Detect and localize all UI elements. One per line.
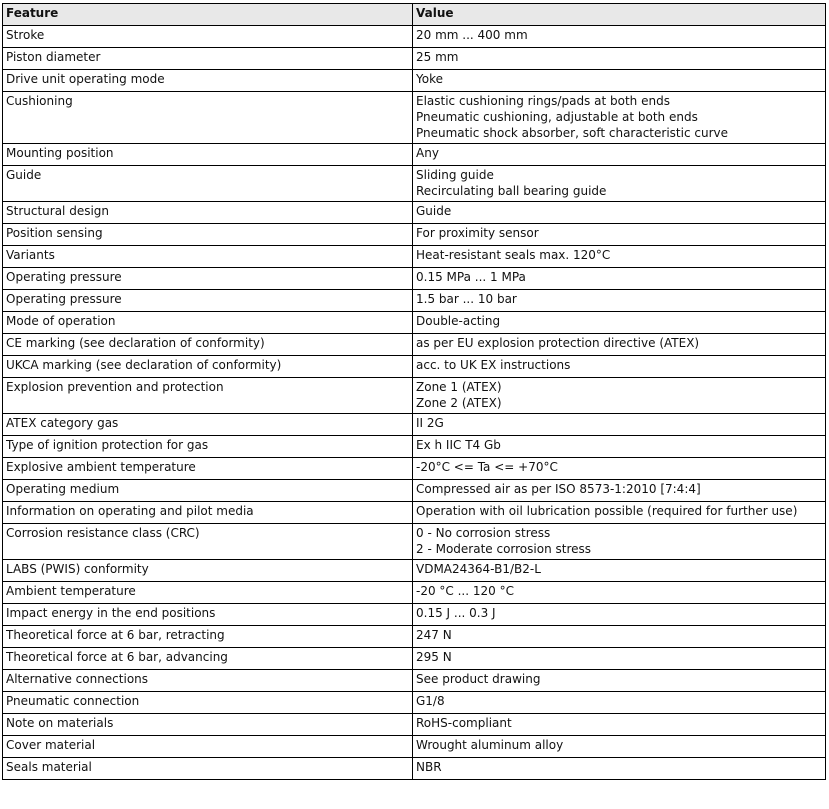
value-line: acc. to UK EX instructions [416, 358, 571, 372]
value-cell [413, 48, 826, 70]
feature-cell: Theoretical force at 6 bar, retracting [3, 626, 413, 648]
value-line: Any [416, 146, 439, 160]
table-header-row [3, 4, 826, 26]
value-line: 20 mm ... 400 mm [416, 28, 528, 42]
value-cell [413, 692, 826, 714]
header-value: Value [413, 4, 826, 26]
value-line: G1/8 [416, 694, 445, 708]
table-row [3, 334, 826, 356]
feature-cell: Position sensing [3, 224, 413, 246]
value-cell [413, 458, 826, 480]
value-line: Operation with oil lubrication possible (required for further use) [416, 504, 798, 518]
feature-cell: Piston diameter [3, 48, 413, 70]
value-line: -20°C <= Ta <= +70°C [416, 460, 558, 474]
feature-cell: Information on operating and pilot media [3, 502, 413, 524]
feature-cell: Alternative connections [3, 670, 413, 692]
table-row [3, 70, 826, 92]
table-row [3, 502, 826, 524]
feature-cell: Stroke [3, 26, 413, 48]
value-line: Double-acting [416, 314, 501, 328]
table-row [3, 26, 826, 48]
table-row [3, 312, 826, 334]
value-line: Heat-resistant seals max. 120°C [416, 248, 611, 262]
feature-cell: Note on materials [3, 714, 413, 736]
feature-cell: Cushioning [3, 92, 413, 144]
table-row [3, 224, 826, 246]
table-row [3, 670, 826, 692]
feature-cell: Mounting position [3, 144, 413, 166]
value-line: as per EU explosion protection directive (ATEX) [416, 336, 700, 350]
value-line: NBR [416, 760, 442, 774]
feature-cell: Explosive ambient temperature [3, 458, 413, 480]
value-line: Zone 2 (ATEX) [416, 396, 502, 410]
table-row [3, 436, 826, 458]
feature-cell: Cover material [3, 736, 413, 758]
value-cell [413, 224, 826, 246]
value-line: 0.15 MPa ... 1 MPa [416, 270, 526, 284]
feature-cell: Impact energy in the end positions [3, 604, 413, 626]
value-line: Wrought aluminum alloy [416, 738, 564, 752]
table-row [3, 582, 826, 604]
value-line: Pneumatic shock absorber, soft characteristic curve [416, 126, 728, 140]
feature-cell: Type of ignition protection for gas [3, 436, 413, 458]
feature-cell: Structural design [3, 202, 413, 224]
value-cell [413, 670, 826, 692]
value-cell [413, 268, 826, 290]
value-line: 1.5 bar ... 10 bar [416, 292, 517, 306]
feature-cell: Mode of operation [3, 312, 413, 334]
value-cell [413, 70, 826, 92]
value-cell [413, 524, 826, 560]
feature-cell: ATEX category gas [3, 414, 413, 436]
table-row [3, 414, 826, 436]
feature-cell: Operating pressure [3, 290, 413, 312]
value-line: Zone 1 (ATEX) [416, 380, 502, 394]
table-row [3, 268, 826, 290]
feature-cell: CE marking (see declaration of conformity) [3, 334, 413, 356]
feature-cell: Guide [3, 166, 413, 202]
table-row [3, 458, 826, 480]
table-row [3, 166, 826, 202]
value-line: Pneumatic cushioning, adjustable at both ends [416, 110, 698, 124]
value-cell [413, 604, 826, 626]
value-line: 247 N [416, 628, 452, 642]
value-cell [413, 626, 826, 648]
value-line: Sliding guide [416, 168, 494, 182]
table-row [3, 714, 826, 736]
value-line: Recirculating ball bearing guide [416, 184, 607, 198]
value-line: VDMA24364-B1/B2-L [416, 562, 541, 576]
table-row [3, 144, 826, 166]
feature-cell: Operating medium [3, 480, 413, 502]
value-cell [413, 480, 826, 502]
table-row [3, 378, 826, 414]
table-body [3, 26, 826, 780]
table-row [3, 246, 826, 268]
value-line: 0 - No corrosion stress [416, 526, 551, 540]
value-line: II 2G [416, 416, 444, 430]
value-line: 0.15 J ... 0.3 J [416, 606, 496, 620]
value-cell [413, 736, 826, 758]
value-cell [413, 502, 826, 524]
value-line: Ex h IIC T4 Gb [416, 438, 501, 452]
value-cell [413, 560, 826, 582]
value-cell [413, 92, 826, 144]
table-row [3, 626, 826, 648]
table-row [3, 648, 826, 670]
specification-table [2, 3, 826, 780]
feature-cell: UKCA marking (see declaration of conformity) [3, 356, 413, 378]
table-row [3, 290, 826, 312]
value-cell [413, 246, 826, 268]
value-cell [413, 144, 826, 166]
value-cell [413, 378, 826, 414]
table-row [3, 92, 826, 144]
value-cell [413, 166, 826, 202]
value-cell [413, 414, 826, 436]
value-cell [413, 714, 826, 736]
feature-cell: Operating pressure [3, 268, 413, 290]
value-line: 295 N [416, 650, 452, 664]
feature-cell: Theoretical force at 6 bar, advancing [3, 648, 413, 670]
table-row [3, 524, 826, 560]
value-line: Guide [416, 204, 452, 218]
table-row [3, 480, 826, 502]
table-row [3, 604, 826, 626]
feature-cell: LABS (PWIS) conformity [3, 560, 413, 582]
table-row [3, 202, 826, 224]
value-line: See product drawing [416, 672, 541, 686]
value-cell [413, 290, 826, 312]
feature-cell: Corrosion resistance class (CRC) [3, 524, 413, 560]
value-line: RoHS-compliant [416, 716, 512, 730]
value-line: 2 - Moderate corrosion stress [416, 542, 592, 556]
value-line: Compressed air as per ISO 8573-1:2010 [7:4:4] [416, 482, 701, 496]
table-row [3, 560, 826, 582]
table-row [3, 692, 826, 714]
value-line: For proximity sensor [416, 226, 539, 240]
value-line: 25 mm [416, 50, 459, 64]
value-cell [413, 648, 826, 670]
value-cell [413, 436, 826, 458]
value-cell [413, 356, 826, 378]
feature-cell: Ambient temperature [3, 582, 413, 604]
value-line: -20 °C ... 120 °C [416, 584, 514, 598]
value-line: Elastic cushioning rings/pads at both ends [416, 94, 670, 108]
feature-cell: Seals material [3, 758, 413, 780]
table-row [3, 356, 826, 378]
feature-cell: Pneumatic connection [3, 692, 413, 714]
header-feature: Feature [3, 4, 413, 26]
table-row [3, 758, 826, 780]
feature-cell: Drive unit operating mode [3, 70, 413, 92]
feature-cell: Variants [3, 246, 413, 268]
value-cell [413, 202, 826, 224]
table-row [3, 48, 826, 70]
value-cell [413, 582, 826, 604]
value-line: Yoke [416, 72, 443, 86]
value-cell [413, 312, 826, 334]
value-cell [413, 758, 826, 780]
value-cell [413, 334, 826, 356]
value-cell [413, 26, 826, 48]
table-row [3, 736, 826, 758]
feature-cell: Explosion prevention and protection [3, 378, 413, 414]
